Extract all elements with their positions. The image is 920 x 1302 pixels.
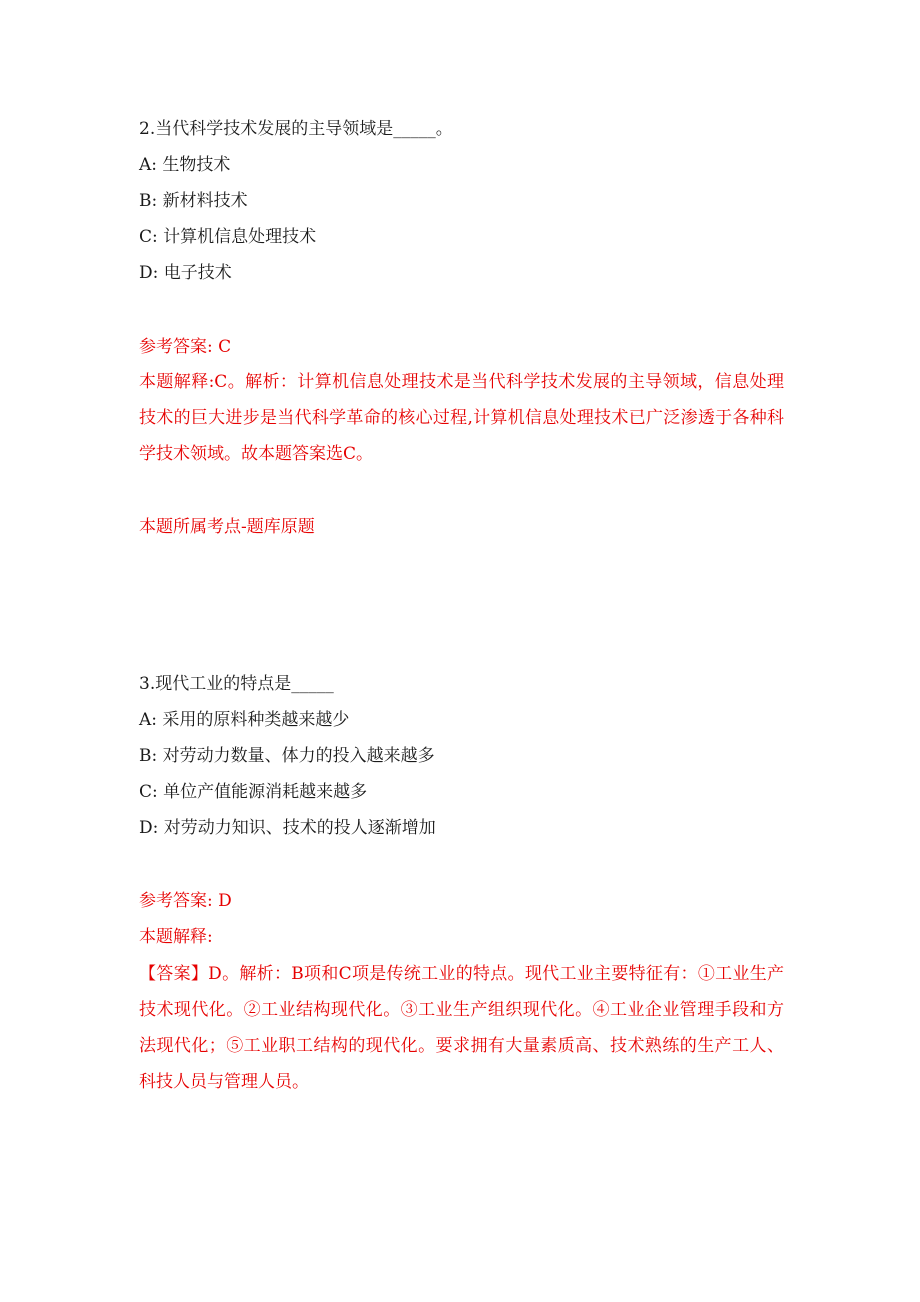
option-b: B: 新材料技术 — [139, 191, 248, 211]
explanation-label: 本题解释: — [139, 927, 213, 947]
explanation: 【答案】D。解析：B项和C项是传统工业的特点。现代工业主要特征有：①工业生产技术现代化。②工业结构现代化。③工业生产组织现代化。④工业企业管理手段和方法现代化；⑤工业职工结构的现代化。要求拥有大量素质高、技术熟练的生产工人、科技人员与管理人员。 — [139, 964, 784, 1092]
topic-label: 本题所属考点-题库原题 — [139, 517, 315, 537]
question-stem: 2.当代科学技术发展的主导领域是_____。 — [139, 119, 453, 139]
option-c: C: 单位产值能源消耗越来越多 — [139, 782, 368, 802]
option-c: C: 计算机信息处理技术 — [139, 227, 317, 247]
answer-line: 参考答案: C — [139, 337, 232, 357]
option-b: B: 对劳动力数量、体力的投入越来越多 — [139, 746, 435, 766]
option-d: D: 对劳动力知识、技术的投人逐渐增加 — [139, 818, 436, 838]
answer-line: 参考答案: D — [139, 891, 232, 911]
explanation: 本题解释:C。解析：计算机信息处理技术是当代科学技术发展的主导领域，信息处理技术的巨大进步是当代科学革命的核心过程,计算机信息处理技术已广泛渗透于各种科学技术领域。故本题答案选C。 — [139, 372, 784, 464]
question-stem: 3.现代工业的特点是_____ — [139, 674, 334, 694]
option-d: D: 电子技术 — [139, 263, 232, 283]
option-a: A: 采用的原料种类越来越少 — [139, 710, 350, 730]
option-a: A: 生物技术 — [139, 155, 231, 175]
